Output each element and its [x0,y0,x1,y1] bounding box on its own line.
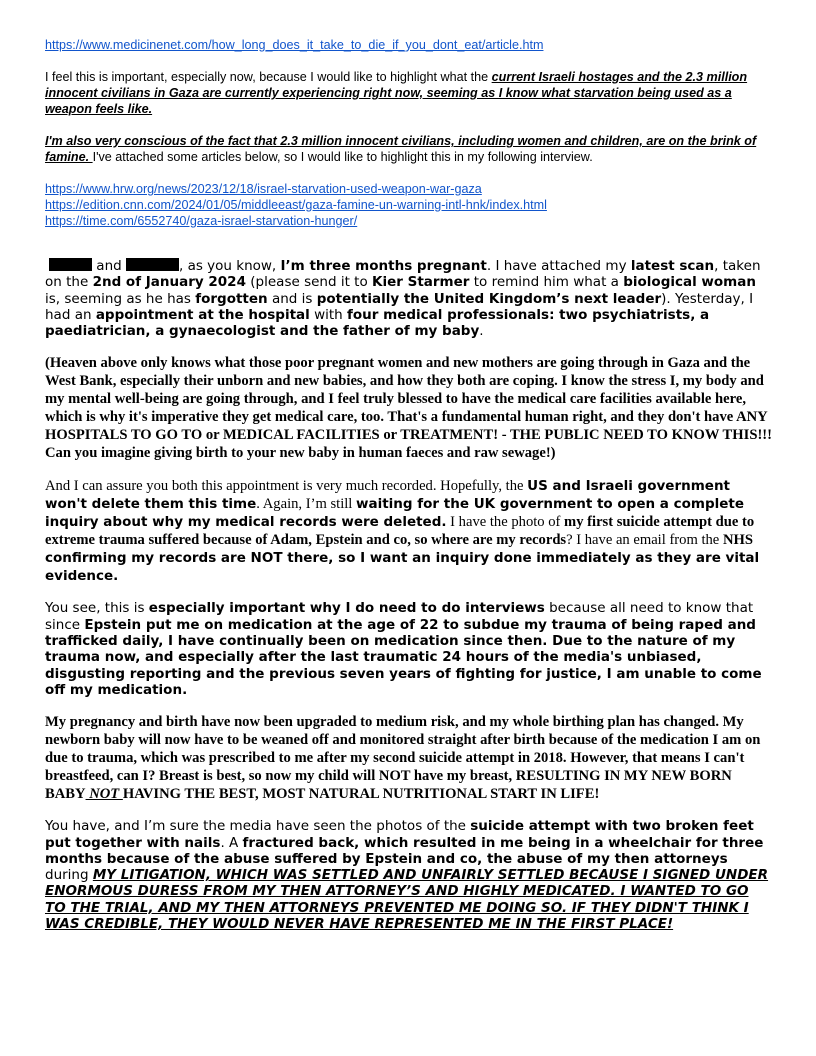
document-page [45,37,773,932]
text-bold: waiting for the UK government to open a complete inquiry about why my medical records were deleted. [45,496,745,531]
text-bold: appointment at the hospital [95,306,310,323]
text: to remind him what a [469,274,624,291]
paragraph-famine-tail: I've attached some articles below, so I would like to highlight this in my following interview. [92,150,593,164]
article-links [45,181,773,229]
text: . Again, I’m still [256,496,357,513]
text: ? I have an email from the [566,532,723,549]
hrw-article-link[interactable]: https://www.hrw.org/news/2023/12/18/israel-starvation-used-weapon-war-gaza [45,182,482,196]
text: , as you know, [178,258,281,274]
redacted-name-1 [49,258,92,271]
text-bold: my first suicide attempt due to extreme trauma suffered because of Adam, Epstein and co, so where are my records [45,514,755,549]
paragraph-birth-plan [45,713,773,803]
text: and is [267,290,317,307]
text-bold: four medical professionals: two psychiatrists, a paediatrician, a gynaecologist and the father of my baby [45,306,710,340]
text-bold: suicide attempt with two broken feet put together with nails [45,818,754,851]
paragraph-hostages-emphasis: current Israeli hostages and the 2.3 million innocent civilians in Gaza are currently experiencing right now, seeming as I know what starvation being used as a weapon feels like. [45,70,748,116]
text: And I can assure you both this appointment is very much recorded. Hopefully, the [45,478,528,495]
time-article-link[interactable]: https://time.com/6552740/gaza-israel-starvation-hunger/ [45,214,358,228]
text-bold: especially important why I do need to do interviews [148,600,545,617]
text: with [309,306,348,323]
text: . A [220,834,243,851]
paragraph-famine [45,133,773,165]
paragraph-hostages [45,69,773,117]
text-bold: US and Israeli government won't delete them this time [45,478,731,513]
text: You see, this is [45,600,149,617]
text-emphasis: MY LITIGATION, WHICH WAS SETTLED AND UNFAIRLY SETTLED BECAUSE I SIGNED UNDER ENORMOUS DURESS FROM MY THEN ATTORNEY’S AND HIGHLY MEDICATED. I WANTED TO GO TO THE TRIAL, AND MY THEN ATTORNEYS PREVENTED ME DOING SO. IF THEY DIDN'T THINK I WAS CREDIBLE, THEY WOULD NEVER HAVE REPRESENTED ME IN THE FIRST PLACE! [45,867,769,933]
text: . I have attached my [486,258,631,274]
text-bold: 2nd of January 2024 [92,274,246,291]
text: (please send it to [245,274,373,291]
text: I have the photo of [446,514,565,531]
paragraph-records [45,477,773,585]
text-bold: forgotten [195,290,268,307]
text: because all need to know that since [45,600,754,633]
text-bold: Epstein put me on medication at the age of 22 to subdue my trauma of being raped and trafficked daily, I have continually been on medication since then. Due to the nature of my trauma now, and especially after the last traumatic 24 hours of the media's unbiased, disgusting reporting and the previous seven years of fighting for justice, I am unable to come off my medication. [45,616,762,698]
paragraph-gaza-mothers: (Heaven above only knows what those poor pregnant women and new mothers are going through in Gaza and the West Bank, especially their unborn and new babies, and how they both are coping. I know the stress I, my body and my mental well-being are going through, and I feel truly blessed to have the medical care facilities available here, which is why it's imperative they get medical care, too. That's a fundamental human right, and they don't have ANY HOSPITALS TO GO TO or MEDICAL FACILITIES or TREATMENT! - THE PUBLIC NEED TO KNOW THIS!!! Can you imagine giving birth to your new baby in human faeces and raw sewage!) [45,355,773,462]
text-bold: biological woman [623,274,756,291]
paragraph-famine-emphasis: I'm also very conscious of the fact that 2.3 million innocent civilians, including women and children, are on the brink of famine. [45,134,757,164]
cnn-article-link[interactable]: https://edition.cnn.com/2024/01/05/middleeast/gaza-famine-un-warning-intl-hnk/index.html [45,198,547,212]
text-bold: confirming my records are NOT there, so I want an inquiry done immediately as they are vital evidence. [45,550,760,585]
text: . [479,323,484,340]
text: during [45,867,93,884]
paragraph-litigation [45,818,773,932]
text: You have, and I’m sure the media have seen the photos of the [45,818,471,835]
text-bold: latest scan [630,258,715,274]
text-and: and [92,258,126,274]
text-bold: HAVING THE BEST, MOST NATURAL NUTRITIONAL START IN LIFE! [122,786,600,803]
text-emphasis: NOT [85,786,123,803]
paragraph-pregnancy [45,258,773,339]
text-bold: fractured back, which resulted in me being in a wheelchair for three months because of the abuse suffered by Epstein and co, the abuse of my then attorneys [45,834,764,867]
text-bold: NHS [722,532,753,549]
paragraph-hostages-lead: I feel this is important, especially now, because I would like to highlight what the [45,70,492,84]
text-bold: I’m three months pregnant [280,258,487,274]
text: ). Yesterday, I had an [45,290,754,323]
text-bold: My pregnancy and birth have now been upgraded to medium risk, and my whole birthing plan has changed. My newborn baby will now have to be weaned off and monitored straight after birth because of the medication I am on due to trauma, which was prescribed to me after my second suicide attempt in 2018. However, that means I can't breastfeed, can I? Breast is best, so now my child will NOT have my breast, RESULTING IN MY NEW BORN BABY [45,714,761,803]
text: , taken on the [45,258,761,291]
text-bold: Kier Starmer [372,274,470,291]
paragraph-medication [45,600,773,698]
text: is, seeming as he has [45,290,196,307]
medicinenet-link[interactable]: https://www.medicinenet.com/how_long_does_it_take_to_die_if_you_dont_eat/article.htm [45,38,544,52]
redacted-name-2 [126,258,179,271]
text-bold: potentially the United Kingdom’s next leader [316,290,662,307]
